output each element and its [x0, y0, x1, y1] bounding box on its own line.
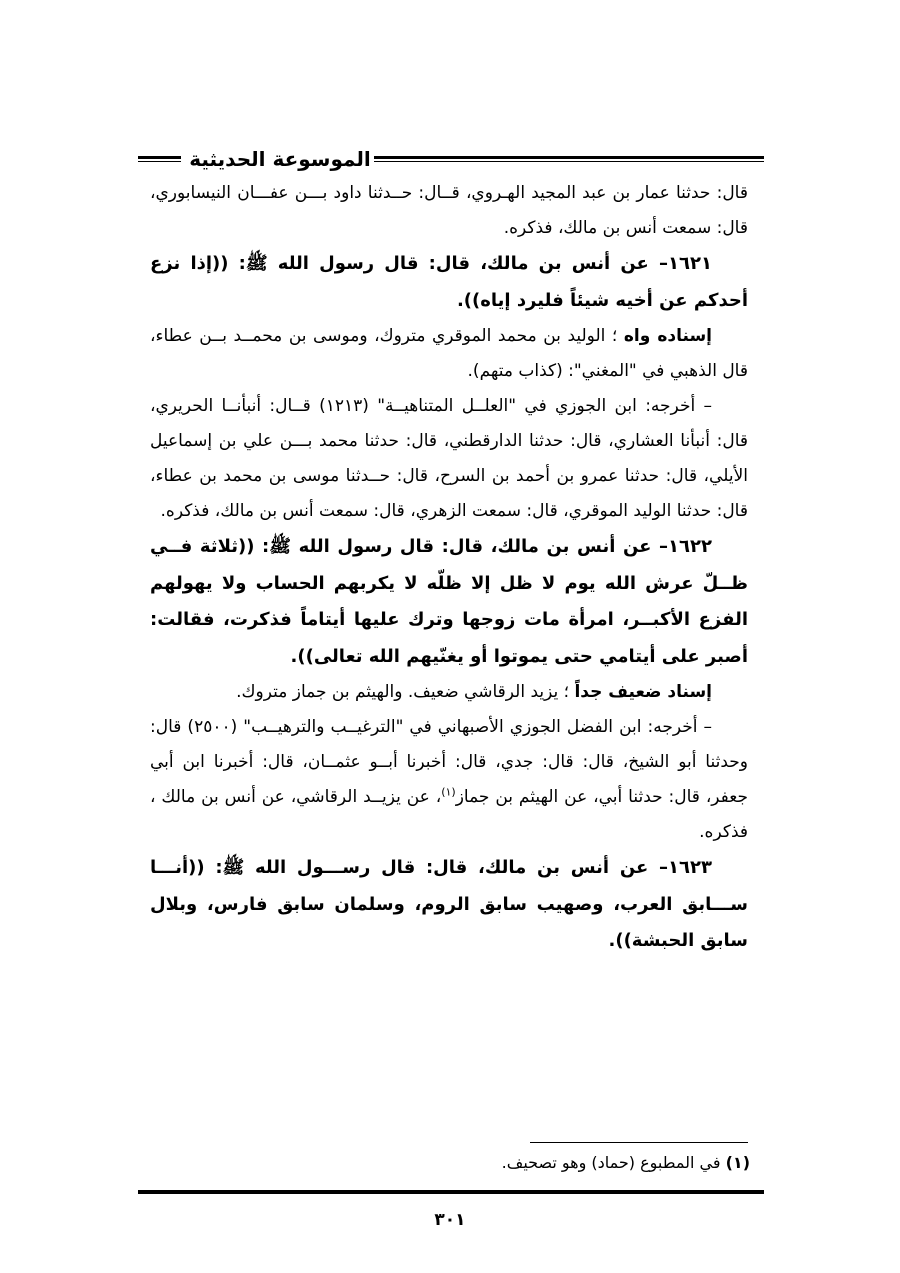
footnote — [150, 1151, 750, 1175]
footnote-ref[interactable]: (١) — [441, 785, 456, 799]
header-rule-right — [374, 156, 764, 162]
page-header — [138, 146, 764, 176]
page-number: ٣٠١ — [434, 1210, 466, 1230]
hadith-1621: ١٦٢١– عن أنس بن مالك، قال: قال رسول الله ﷺ: ((إذا نزع أحدكم عن أخيه شيئاً فليرد إياه)). — [150, 253, 748, 311]
takhrij-text: ، عن يزيــد الرقاشي، عن أنس بن مالك ، فذكره. — [150, 787, 748, 842]
takhrij-text: – أخرجه: ابن الفضل الجوزي الأصبهاني في "الترغيــب والترهيــب" (٢٥٠٠) قال: وحدثنا أبو الشيخ، قال: قال: جدي، قال: أخبرنا أبــو عثمــان، قال: أخبرنا ابن أبي جعفر، قال: حدثنا أبي، عن الهيثم بن جماز — [150, 717, 748, 807]
takhrij-paragraph: – أخرجه: ابن الجوزي في "العلــل المتناهيــة" (١٢١٣) قــال: أنبأنــا الحريري، قال: أنبأنا العشاري، قال: حدثنا الدارقطني، قال: حدثنا محمد بـــن علي بن إسماعيل الأيلي، قال: حدثنا عمرو بن أحمد بن السرح، قال: حــدثنا موسى بن محمد بن عطاء، قال: حدثنا الوليد الموقري، قال: سمعت الزهري، قال: سمعت أنس بن مالك، فذكره. — [150, 396, 748, 521]
footnote-marker: (١) — [725, 1153, 750, 1172]
header-rule-left — [138, 156, 181, 162]
footnote-separator — [530, 1142, 748, 1143]
footer-rule — [138, 1188, 764, 1194]
hadith-1622: ١٦٢٢– عن أنس بن مالك، قال: قال رسول الله ﷺ: ((ثلاثة فــي ظــلّ عرش الله يوم لا ظل إلا ظلّه لا يكربهم الحساب ولا يهولهم الفزع الأكبــر، امرأة مات زوجها وترك عليها أيتاماً فذكرت، فقالت: أصبر على أيتامي حتى يموتوا أو يغنّيهم الله تعالى)). — [150, 536, 748, 667]
isnad-grading — [150, 319, 748, 389]
footnote-text: في المطبوع (حماد) وهو تصحيف. — [501, 1153, 726, 1172]
main-text — [150, 176, 748, 960]
grading-text: ؛ الوليد بن محمد الموقري متروك، وموسى بن محمــد بــن عطاء، قال الذهبي في "المغني": (كذاب متهم). — [150, 326, 748, 381]
hadith-1623: ١٦٢٣– عن أنس بن مالك، قال: قال رســـول الله ﷺ: ((أنـــا ســـابق العرب، وصهيب سابق الروم، وسلمان سابق فارس، وبلال سابق الحبشة)). — [150, 857, 748, 951]
takhrij-paragraph — [150, 710, 748, 850]
running-title: الموسوعة الحديثية — [189, 147, 371, 171]
grading-label: إسناد ضعيف جداً — [574, 682, 712, 702]
paragraph: قال: حدثنا عمار بن عبد المجيد الهـروي، قــال: حــدثنا داود بـــن عفـــان النيسابوري، قال: سمعت أنس بن مالك، فذكره. — [150, 183, 748, 238]
isnad-grading — [150, 675, 748, 710]
grading-label: إسناده واه — [623, 326, 712, 346]
grading-text: ؛ يزيد الرقاشي ضعيف. والهيثم بن جماز متروك. — [236, 682, 575, 702]
